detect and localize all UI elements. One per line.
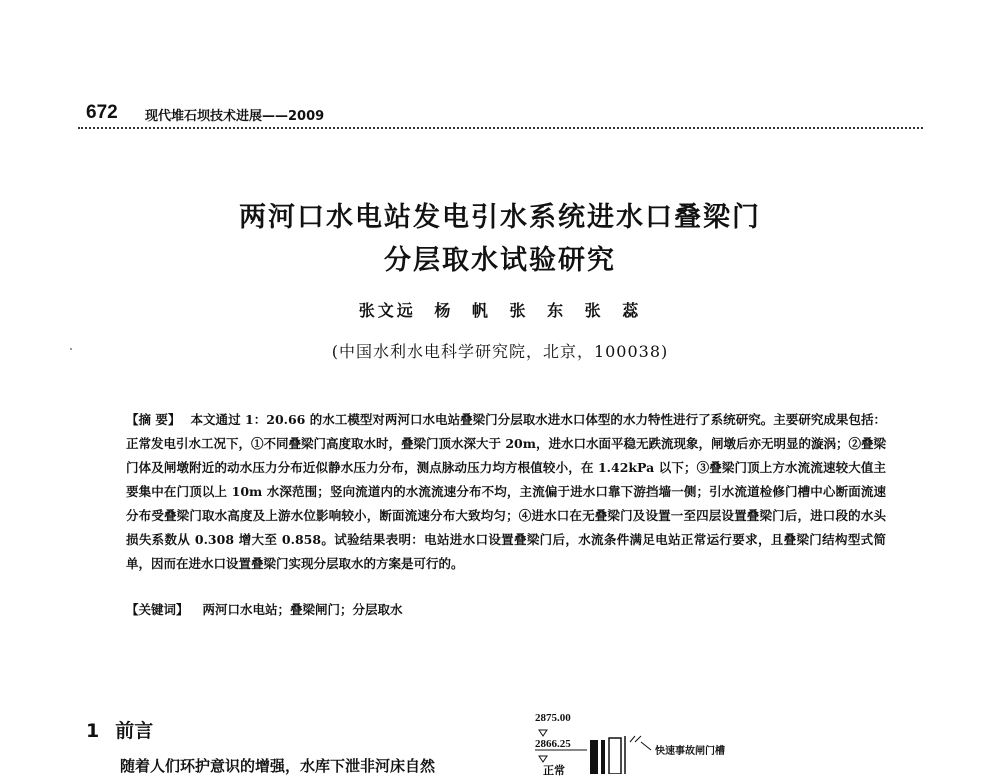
journal-title: 现代堆石坝技术进展——2009 [145,109,325,124]
keywords-text: 两河口水电站；叠梁闸门；分层取水 [202,602,403,617]
section-number: 1 [86,720,100,742]
page-number: 672 [86,102,118,123]
abstract [126,408,886,576]
elevation-top-label: 2875.00 [535,712,571,724]
abstract-text: 本文通过 1：20.66 的水工模型对两河口水电站叠梁门分层取水进水口体型的水力特性进行了系统研究。主要研究成果包括：正常发电引水工况下，①不同叠梁门高度取水时，叠梁门顶水深大于 20m，进水口水面平稳无跌流现象，闸墩后亦无明显的漩涡；②叠梁门体及闸墩附近的动水压力分布近似静水压力分布，测点脉动压力均方根值较小，在 1.42kPa 以下；③叠梁门顶上方水流流速较大值主要集中在门顶以上 10m 水深范围；竖向流道内的水流流速分布不均，主流偏于进水口靠下游挡墙一侧；引水流道检修门槽中心断面流速分布受叠梁门取水高度及上游水位影响较小，断面流速分布大致均匀；④进水口在无叠梁门及设置一至四层设置叠梁门后，进口段的水头损失系数从 0.308 增大至 0.858。试验结果表明：电站进水口设置叠梁门后，水流条件满足电站正常运行要求，且叠梁门结构型式简单，因而在进水口设置叠梁门实现分层取水的方案是可行的。 [126,412,887,571]
gate-pier-2 [601,740,605,774]
intake-figure [535,712,775,777]
abstract-label: 【摘 要】 [126,412,181,427]
keywords [126,600,886,618]
water-level-marker-top [539,730,547,736]
paper-title-line-2: 分层取水试验研究 [384,245,616,276]
elevation-mid-label: 2866.25 [535,738,571,750]
section-heading [86,716,153,743]
gate-slot [609,738,621,774]
author-list: 张文远 杨 帆 张 东 张 蕊 [358,301,642,320]
section-title: 前言 [115,720,154,742]
leader-2 [635,736,641,742]
leader-1 [630,736,635,742]
affiliation: (中国水利水电科学研究院，北京，100038) [331,342,669,361]
water-level-label: 正常 [543,765,565,777]
body-paragraph: 随着人们环护意识的增强，水库下泄非河床自然 [120,757,436,775]
gate-pier [590,740,598,774]
gate-slot-label: 快速事故闸门槽 [655,746,725,757]
leader-3 [641,742,651,750]
header-dotted-rule [78,127,923,129]
keywords-label: 【关键词】 [126,602,189,617]
running-header [78,100,923,130]
paper-title-line-1: 两河口水电站发电引水系统进水口叠梁门 [239,202,761,233]
